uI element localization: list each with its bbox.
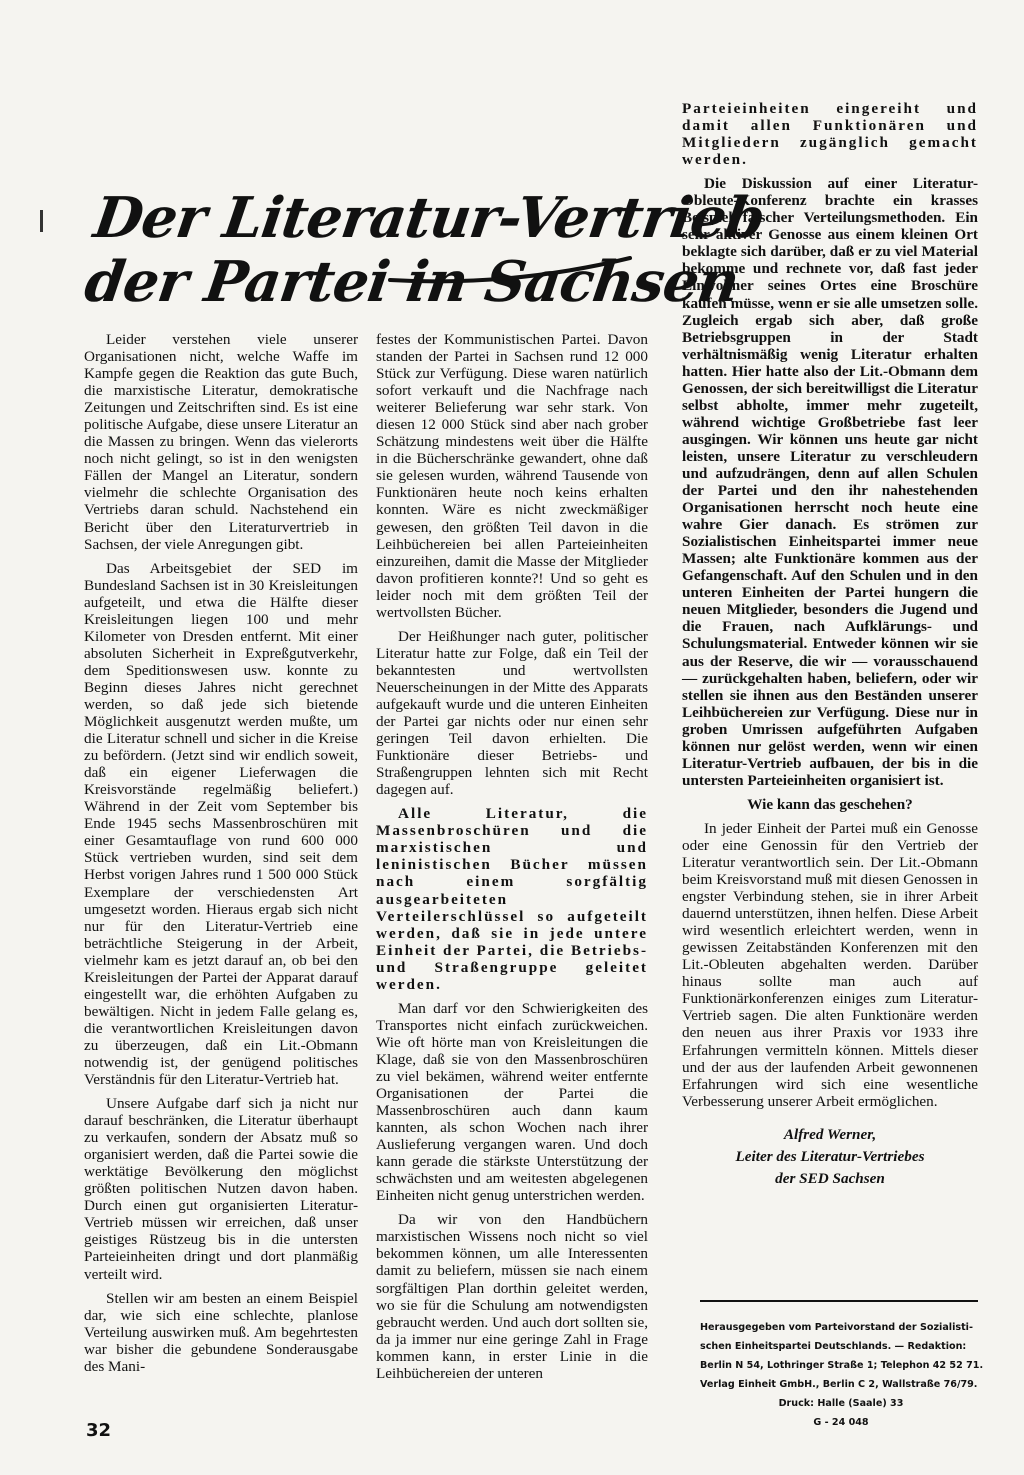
imprint-line: Druck: Halle (Saale) 33 [778, 1398, 904, 1409]
section-question: Wie kann das geschehen? [747, 795, 913, 813]
paragraph: Man darf vor den Schwierigkeiten des Transportes nicht einfach zurückweichen. Wie oft hörte man von Kreisleitungen die Klage, daß sie von den Massenbroschüren zu viel bekämen, während weiter entfernte Organisationen der Partei die Massenbroschüren auch dann kaum kannten, als schon Wochen nach ihrer Auslieferung vergangen waren. Und doch kann gerade die stärkste Unterstützung der schwächsten und am weitesten abgelegenen Einheiten nicht genug unterstrichen werden. [376, 999, 648, 1205]
paragraph: Der Heißhunger nach guter, politischer Literatur hatte zur Folge, daß ein Teil der bekanntesten und wertvollsten Neuerscheinungen in der Mitte des Apparats aufgekauft wurde und die unteren Einheiten der Partei gar nichts oder nur einen sehr geringen Teil davon erhielten. Die Funktionäre dieser Betriebs- und Straßengruppen lehnten sich mit Recht dagegen auf. [376, 627, 648, 799]
paragraph: Stellen wir am besten an einem Beispiel dar, wie sich eine schlechte, planlose Verteilung auswirken muß. Am begehrtesten war bisher die gebundene Sonderausgabe des Mani- [84, 1289, 358, 1375]
author-name: Alfred Werner, [783, 1125, 877, 1143]
author-role-2: der SED Sachsen [775, 1169, 885, 1187]
imprint-line: G - 24 048 [813, 1417, 869, 1428]
author-signature [682, 1124, 978, 1190]
title-line-2: der Partei in Sachsen [80, 249, 743, 315]
paragraph: Unsere Aufgabe darf sich ja nicht nur darauf beschränken, die Literatur überhaupt zu verkaufen, sondern der Absatz muß so organisiert werden, daß die Partei sowie die werktätige Bevölkerung den möglichst größten politischen Nutzen davon haben. Durch einen gut organisierten Literatur-Vertrieb müssen wir erreichen, daß unser geistiges Rüstzeug bis in die untersten Parteieinheiten dringt und dort planmäßig verteilt wird. [84, 1095, 358, 1283]
title-swash-ornament [380, 250, 640, 290]
paragraph: Leider verstehen viele unserer Organisationen nicht, welche Waffe im Kampfe gegen die Reaktion das gute Buch, die marxistische Literatur, demokratische Zeitungen und Zeitschriften sind. Es ist eine politische Aufgabe, diese unsere Literatur an die Massen zu bringen. Wenn das vielerorts noch nicht gelingt, so ist in den wenigsten Fällen der Mangel an Literatur, sondern vielmehr die schlechte Organisation des Vertriebs daran schuld. Nachstehend ein Bericht über den Literaturvertrieb in Sachsen, der viele Anregungen gibt. [84, 331, 358, 553]
paragraph: Das Arbeitsgebiet der SED im Bundesland Sachsen ist in 30 Kreisleitungen aufgeteilt, und etwa die Hälfte dieser Kreisleitungen liegen 100 und mehr Kilometer von Dresden entfernt. Mit einer absoluten Sicherheit in Expreßgutverkehr, dem Speditionswesen usw. konnte zu Beginn dieses Jahres nicht gerechnet werden, so daß jede sich bietende Möglichkeit ausgenutzt werden mußte, um die Literatur schnell und sicher in die Kreise zu befördern. (Jetzt sind wir endlich soweit, daß ein eigener Lieferwagen die Kreisvorstände regelmäßig beliefert.) Während in der Zeit vom September bis Ende 1945 sechs Massenbroschüren mit einer Gesamtauflage von rund 600 000 Stück vertrieben wurden, sind seit dem Herbst vorigen Jahres rund 1 500 000 Stück Exemplare der verschiedensten Art umgesetzt worden. Hieraus ergab sich nicht nur für den Literatur-Vertrieb eine beträchtliche Steigerung in der Arbeit, vielmehr kam es jetzt darauf an, ob bei den Kreisleitungen der Partei der Apparat darauf eingestellt war, die erhöhten Aufgaben zu bewältigen. Nicht in jedem Falle gelang es, die verantwortlichen Kreisleitungen davon zu überzeugen, daß ein Lit.-Obmann notwendig ist, der genügend politisches Verständnis für den Literatur-Vertrieb hat. [84, 559, 358, 1089]
imprint-divider [700, 1300, 978, 1302]
paragraph-emphasized: Alle Literatur, die Massenbroschüren und die marxistischen und leninistischen Bücher müssen nach einem sorgfältig ausgearbeiteten Verteilerschlüssel so aufgeteilt werden, daß sie in jede untere Einheit der Partei, die Betriebs- und Straßengruppe geleitet werden. [376, 805, 648, 993]
paragraph: In jeder Einheit der Partei muß ein Genosse oder eine Genossin für den Vertrieb der Literatur verantwortlich sein. Der Lit.-Obmann beim Kreisvorstand muß mit diesen Genossen in engster Verbindung stehen, sie in ihrer Arbeit dauernd unterstützen, ihnen helfen. Diese Arbeit wird wesentlich erleichtert werden, wenn in gewissen Zeitabständen Konferenzen mit den Lit.-Obleuten abgehalten werden. Darüber hinaus sollte man auch auf Funktionärkonferenzen einiges zum Literatur-Vertrieb sagen. Die alten Funktionäre werden den neuen aus ihrer Praxis vor 1933 ihre Erfahrungen vermitteln können. Mittels dieser und der aus der laufenden Arbeit gewonnenen Erfahrungen wird sich eine wesentliche Verbesserung unserer Arbeit ermöglichen. [682, 819, 978, 1110]
title-line-1: Der Literatur-Vertrieb [89, 185, 769, 251]
paragraph: festes der Kommunistischen Partei. Davon standen der Partei in Sachsen rund 12 000 Stück zur Verfügung. Diese waren natürlich sofort verkauft und die Nachfrage nach weiterer Belieferung war sehr stark. Von diesen 12 000 Stück sind aber nach grober Schätzung mindestens weit über die Hälfte in die Bücherschränke gewandert, ohne daß sie gelesen wurden, während Tausende von Funktionären heute noch keins erhalten konnten. Wäre es nicht zweckmäßiger gewesen, den größten Teil davon in die Leihbüchereien bei allen Parteieinheiten einzureihen, damit die Masse der Mitglieder davon profitieren konnte?! Und so geht es leider noch mit dem größten Teil der wertvollsten Bücher. [376, 331, 648, 621]
page-number: 32 [86, 1420, 112, 1441]
article-column-3 [682, 100, 978, 1190]
paragraph-emphasized: Parteieinheiten eingereiht und damit allen Funktionären und Mitgliedern zugänglich gemacht werden. [682, 100, 978, 169]
imprint-line: Verlag Einheit GmbH., Berlin C 2, Wallstraße 76/79. [700, 1379, 978, 1390]
imprint [700, 1318, 982, 1432]
paragraph: Da wir von den Handbüchern marxistischen Wissens noch nicht so viel bekommen können, um alle Interessenten damit zu beliefern, müssen sie nach einem sorgfältigen Plan dorthin geleitet werden, wo sie für die Schulung am notwendigsten gebraucht werden. Und auch dort sollten sie, da ja immer nur eine geringe Zahl in Frage kommen kann, in erster Linie in die Leihbüchereien der unteren [376, 1211, 648, 1382]
imprint-line: Herausgegeben vom Parteivorstand der Sozialisti- [700, 1322, 973, 1333]
author-role-1: Leiter des Literatur-Vertriebes [735, 1147, 925, 1165]
imprint-line: Berlin N 54, Lothringer Straße 1; Telephon 42 52 71. [700, 1360, 984, 1371]
article-column-1 [84, 331, 358, 1382]
article-column-2 [376, 331, 648, 1389]
imprint-line: schen Einheitspartei Deutschlands. — Redaktion: [700, 1341, 967, 1352]
paragraph: Die Diskussion auf einer Literatur-Obleute-Konferenz brachte ein krasses Beispiel falscher Verteilungsmethoden. Ein sehr aktiver Genosse aus einem kleinen Ort beklagte sich darüber, daß er zu viel Material bekomme und rechnete vor, daß fast jeder Einwohner seines Ortes eine Broschüre kaufen müsse, wenn er sie alle umsetzen solle. Zugleich ergab sich aber, daß große Betriebsgruppen in der Stadt verhältnismäßig wenig Literatur erhalten hatten. Hier hatte also der Lit.-Obmann dem Genossen, der sich bereitwilligst die Literatur selbst abholte, immer mehr zugeteilt, während wichtige Großbetriebe fast leer ausgingen. Wir können uns heute gar nicht leisten, unsere Literatur zu verschleudern und aufzudrängen, denn auf allen Schulen der Partei und den ihr nahestehenden Organisationen herrscht noch heute eine wahre Gier danach. Es strömen zur Sozialistischen Einheitspartei immer neue Massen; alte Funktionäre kommen aus der Gefangenschaft. Auf den Schulen und in den unteren Einheiten der Partei hungern die neuen Mitglieder, besonders die Jugend und die Frauen, nach Aufklärungs- und Schulungsmaterial. Entweder können wir sie aus der Reserve, die wir — vorausschauend — zurückgehalten haben, beliefern, oder wir stellen sie ihnen aus den Beständen unserer Leihbüchereien zur Verfügung. Diese nur in groben Umrissen aufgeführten Aufgaben können nur gelöst werden, wenn wir einen Literatur-Vertrieb aufbauen, der bis in die untersten Parteieinheiten organisiert ist. [682, 175, 978, 789]
margin-mark [40, 210, 43, 232]
